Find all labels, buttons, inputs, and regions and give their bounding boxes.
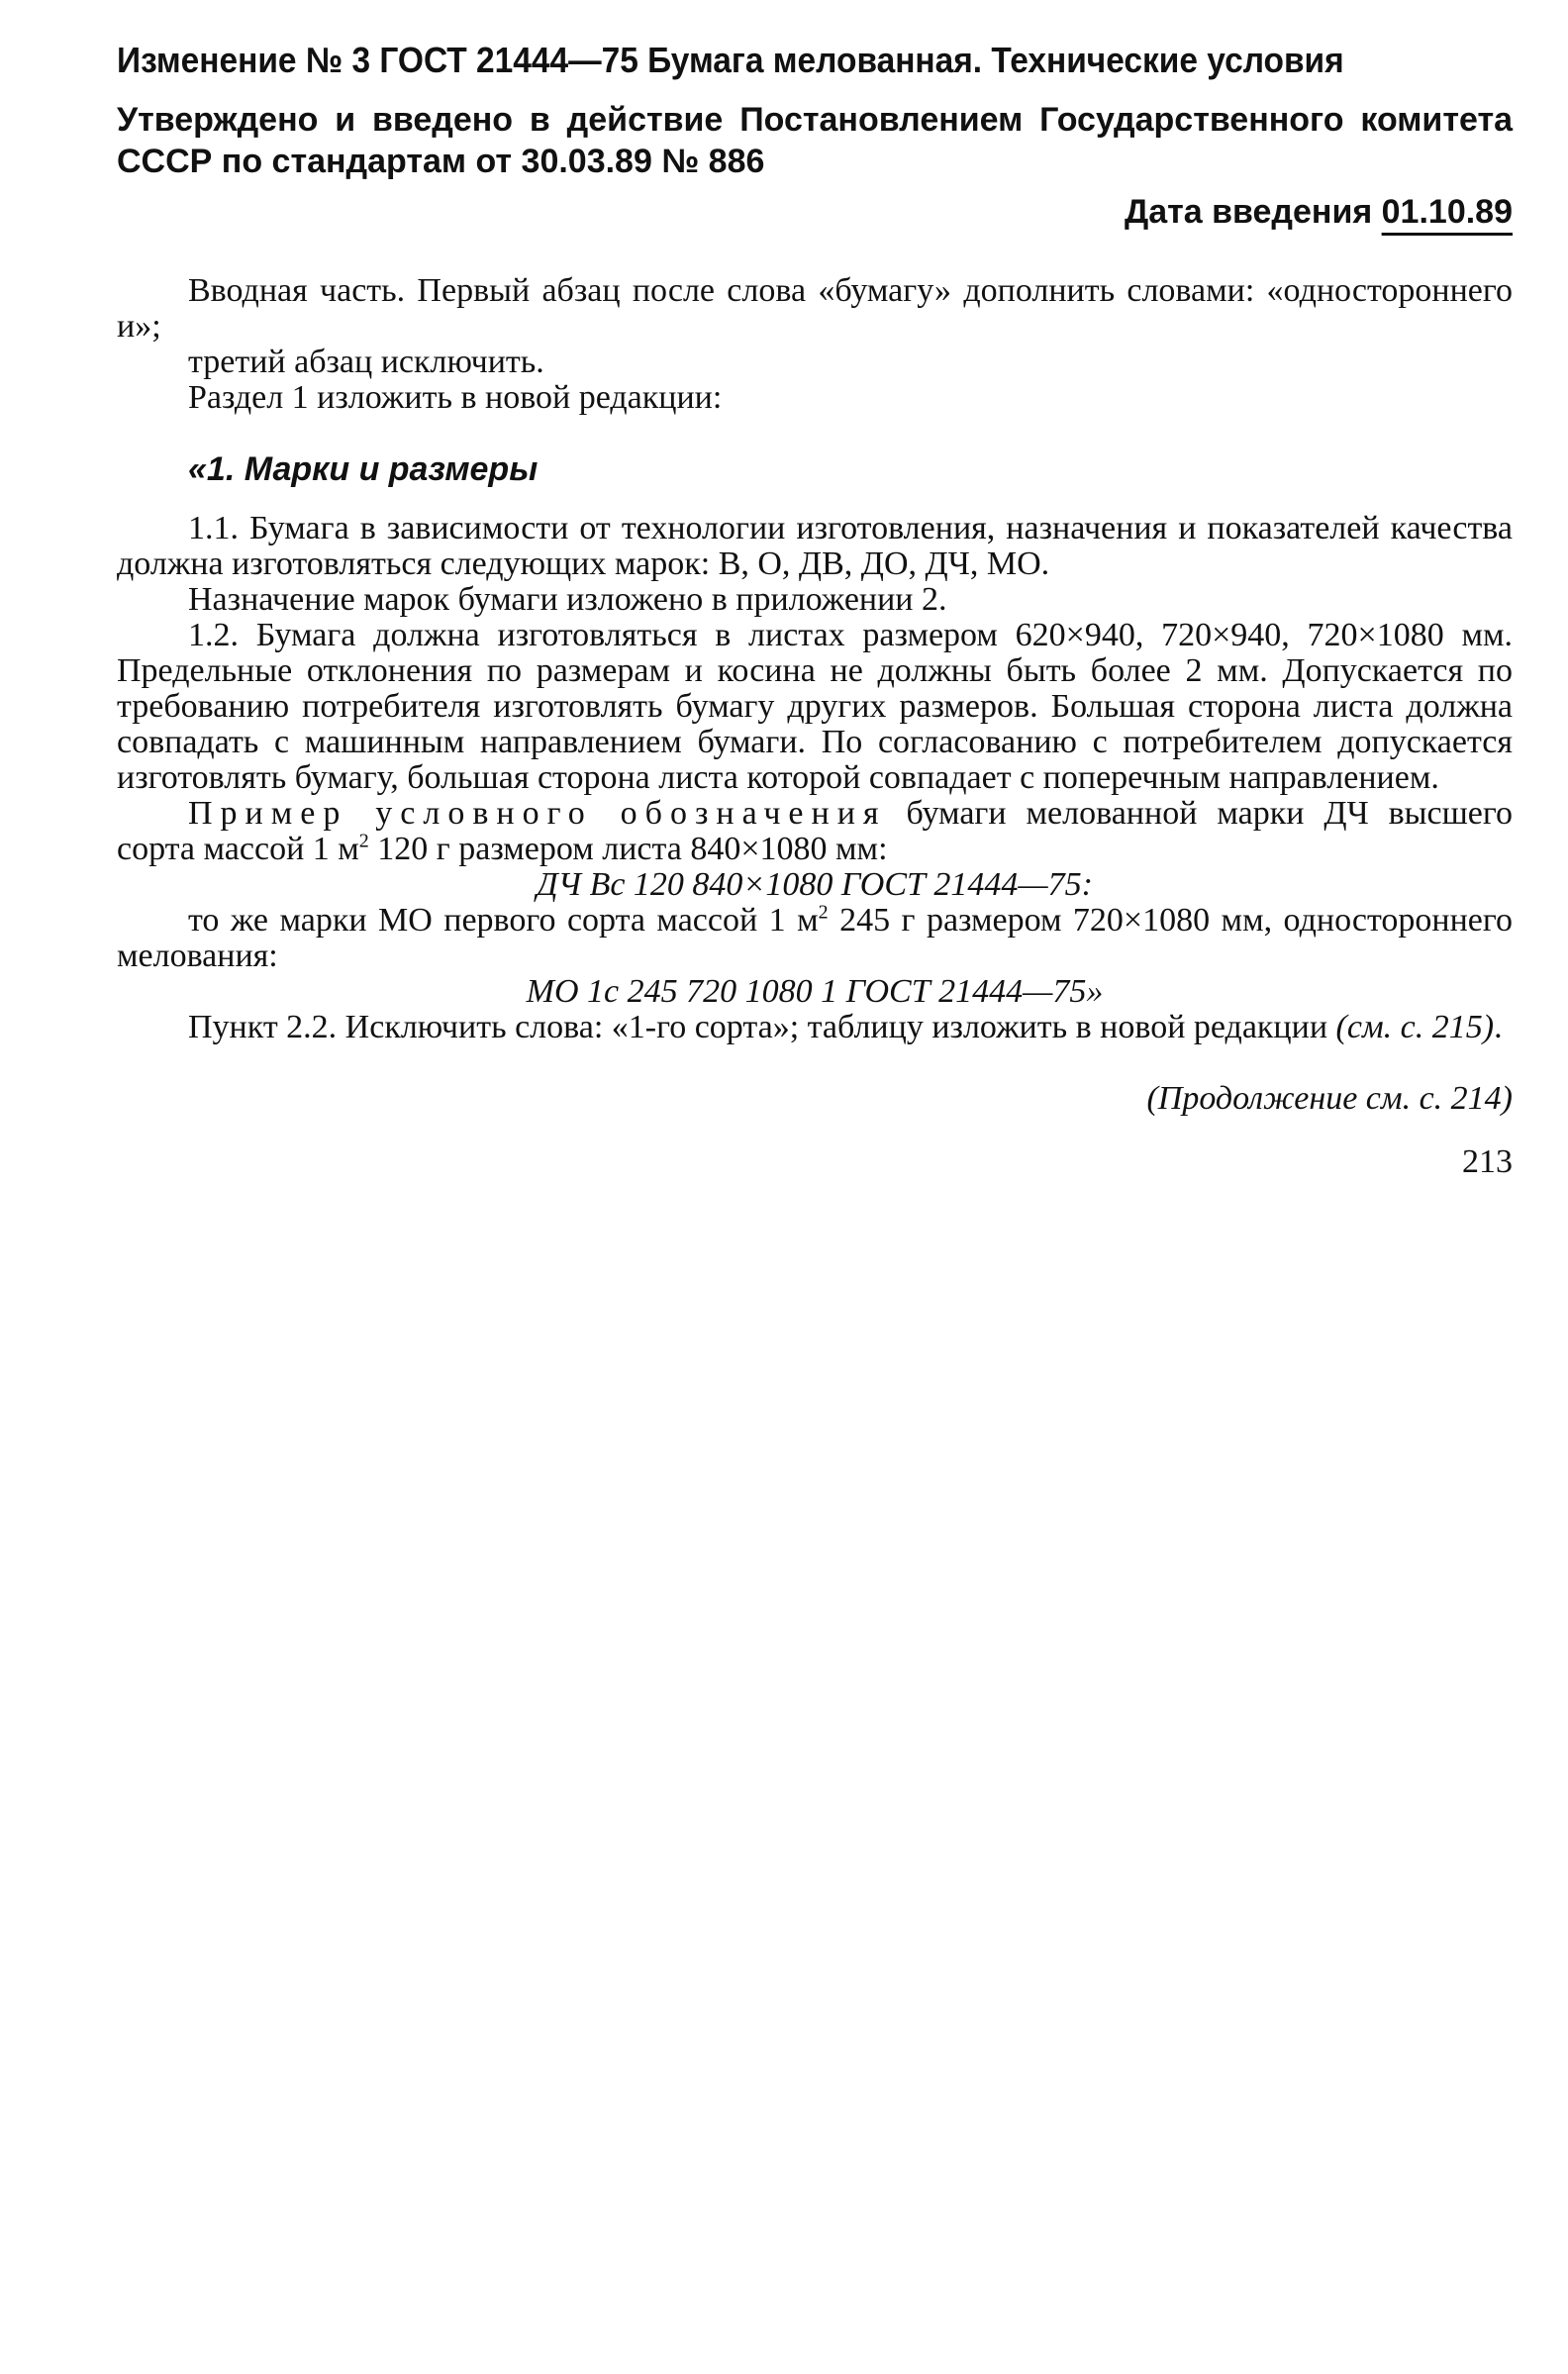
purpose-paragraph: Назначение марок бумаги изложено в приложении 2.: [188, 581, 947, 618]
intro-paragraph-3: Раздел 1 изложить в новой редакции:: [188, 379, 723, 416]
approval-statement: Утверждено и введено в действие Постановлением Государственного комитета СССР по стандартам от 30.03.89 № 886: [117, 101, 1513, 180]
section-heading: «1. Марки и размеры: [188, 450, 539, 488]
clause-1-2: 1.2. Бумага должна изготовляться в листах размером 620×940, 720×940, 720×1080 мм. Предельные отклонения по размерам и косина не должны быть более 2 мм. Допускается по требованию потребителя изготовлять бумагу других размеров. Большая сторона листа должна совпадать с машинным направлением бумаги. По согласованию с потребителем допускается изготовлять бумагу, большая сторона листа которой совпадает с поперечным направлением.: [117, 617, 1513, 796]
same-text-a: то же марки МО первого сорта массой 1 м: [188, 902, 819, 939]
example-superscript: 2: [358, 830, 369, 852]
clause-2-2-text: Пункт 2.2. Исключить слова: «1-го сорта»; таблицу изложить в новой редакции: [188, 1009, 1336, 1045]
designation-1: ДЧ Вс 120 840×1080 ГОСТ 21444—75:: [537, 866, 1093, 903]
same-superscript: 2: [818, 901, 829, 924]
example-paragraph: [117, 796, 1513, 867]
example-lead: Пример условного обозначения: [188, 795, 887, 832]
document-body: [117, 273, 1513, 1045]
same-paragraph: [117, 903, 1513, 974]
clause-2-2-end: .: [1494, 1009, 1503, 1045]
clause-1-1: 1.1. Бумага в зависимости от технологии изготовления, назначения и показателей качества должна изготовляться следующих марок: В, О, ДВ, ДО, ДЧ, МО.: [117, 510, 1513, 582]
example-text-a: бумаги мелованной марки ДЧ высшего сорта массой 1 м: [117, 795, 1513, 867]
clause-2-2: [117, 1010, 1513, 1045]
same-text-b: 245 г размером 720×1080 мм, одностороннего мелования:: [117, 902, 1513, 974]
effective-date: [117, 190, 1513, 234]
continuation-note: (Продолжение см. с. 214): [1146, 1080, 1513, 1117]
date-label: Дата введения: [1125, 193, 1373, 231]
example-text-b: 120 г размером листа 840×1080 мм:: [368, 831, 888, 867]
designation-2: МО 1с 245 720 1080 1 ГОСТ 21444—75»: [526, 973, 1104, 1010]
date-value: 01.10.89: [1381, 193, 1513, 231]
page-number: 213: [1462, 1143, 1513, 1180]
clause-2-2-reference: (см. с. 215): [1335, 1009, 1495, 1045]
document-title: Изменение № 3 ГОСТ 21444—75 Бумага мелованная. Технические условия: [117, 40, 1344, 80]
intro-paragraph-2: третий абзац исключить.: [188, 344, 544, 380]
document-page: [117, 38, 1513, 1182]
intro-paragraph-1: Вводная часть. Первый абзац после слова «бумагу» дополнить словами: «одностороннего и»;: [117, 272, 1513, 345]
